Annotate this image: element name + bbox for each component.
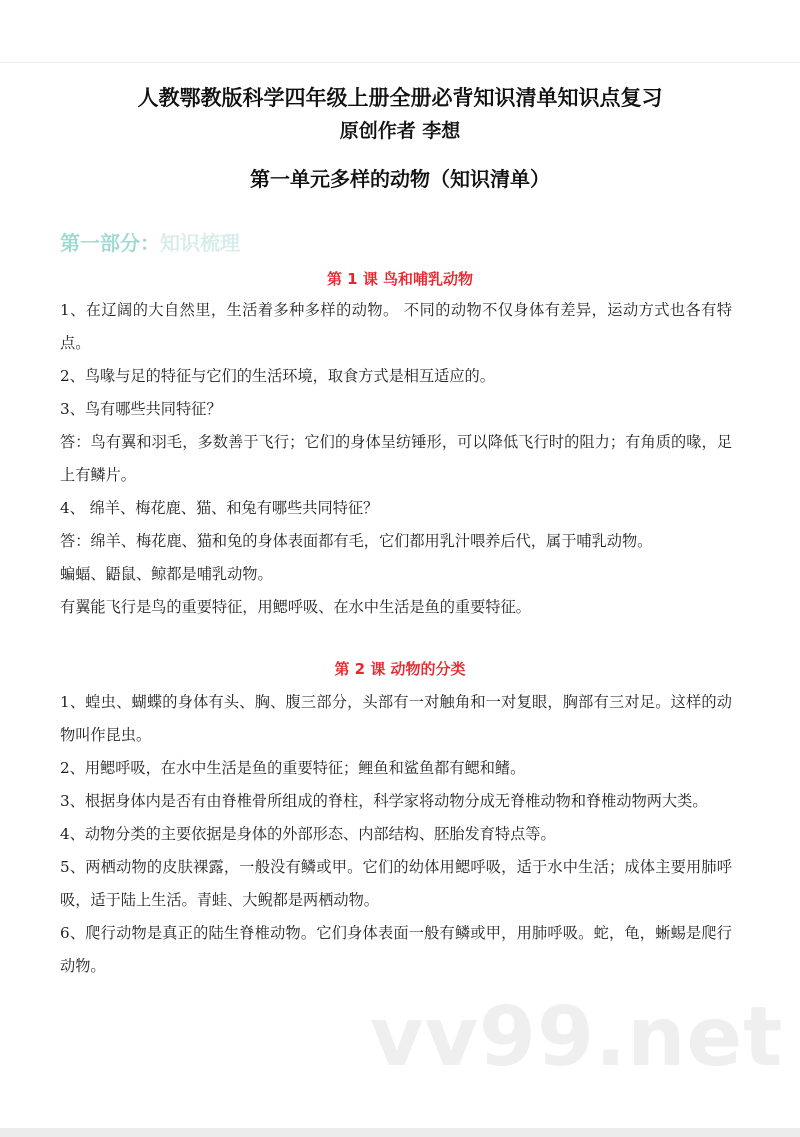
watermark: vv99.net bbox=[370, 990, 784, 1085]
document-title: 人教鄂教版科学四年级上册全册必背知识清单知识点复习 bbox=[137, 86, 663, 110]
paragraph: 4、 绵羊、梅花鹿、猫、和兔有哪些共同特征？ bbox=[60, 499, 379, 517]
paragraph: 1、在辽阔的大自然里，生活着多种多样的动物。 不同的动物不仅身体有差异，运动方式也各有特点。 bbox=[60, 301, 732, 352]
paragraph: 3、鸟有哪些共同特征？ bbox=[60, 400, 222, 418]
paragraph: 3、根据身体内是否有由脊椎骨所组成的脊柱，科学家将动物分成无脊椎动物和脊椎动物两大类。 bbox=[60, 792, 708, 810]
part-heading-faded: 知识梳理 bbox=[160, 231, 240, 255]
lesson-1-body bbox=[60, 294, 732, 624]
lesson-2-body bbox=[60, 686, 732, 983]
lesson-2-heading: 第 2 课 动物的分类 bbox=[334, 660, 466, 678]
paragraph: 5、两栖动物的皮肤裸露，一般没有鳞或甲。它们的幼体用鳃呼吸，适于水中生活；成体主要用肺呼吸，适于陆上生活。青蛙、大鲵都是两栖动物。 bbox=[60, 858, 732, 909]
paragraph: 2、鸟喙与足的特征与它们的生活环境，取食方式是相互适应的。 bbox=[60, 367, 495, 385]
paragraph: 答：绵羊、梅花鹿、猫和兔的身体表面都有毛，它们都用乳汁喂养后代，属于哺乳动物。 bbox=[60, 532, 653, 550]
paragraph: 2、用鳃呼吸，在水中生活是鱼的重要特征；鲤鱼和鲨鱼都有鳃和鳍。 bbox=[60, 759, 526, 777]
author-line: 原创作者 李想 bbox=[339, 120, 461, 142]
part-heading bbox=[60, 227, 240, 256]
paragraph: 4、动物分类的主要依据是身体的外部形态、内部结构、胚胎发育特点等。 bbox=[60, 825, 556, 843]
unit-title: 第一单元多样的动物（知识清单） bbox=[250, 167, 550, 191]
page-bottom-edge bbox=[0, 1128, 800, 1137]
paragraph: 答：鸟有翼和羽毛，多数善于飞行；它们的身体呈纺锤形，可以降低飞行时的阻力；有角质的喙，足上有鳞片。 bbox=[60, 433, 732, 484]
lesson-1-heading: 第 1 课 鸟和哺乳动物 bbox=[326, 270, 474, 288]
paragraph: 有翼能飞行是鸟的重要特征，用鳃呼吸、在水中生活是鱼的重要特征。 bbox=[60, 598, 531, 616]
paragraph: 1、蝗虫、蝴蝶的身体有头、胸、腹三部分，头部有一对触角和一对复眼，胸部有三对足。这样的动物叫作昆虫。 bbox=[60, 693, 732, 744]
paragraph: 6、爬行动物是真正的陆生脊椎动物。它们身体表面一般有鳞或甲，用肺呼吸。蛇，龟，蜥蜴是爬行动物。 bbox=[60, 924, 732, 975]
part-heading-label: 第一部分： bbox=[60, 231, 160, 255]
paragraph: 蝙蝠、鼯鼠、鲸都是哺乳动物。 bbox=[60, 565, 273, 583]
